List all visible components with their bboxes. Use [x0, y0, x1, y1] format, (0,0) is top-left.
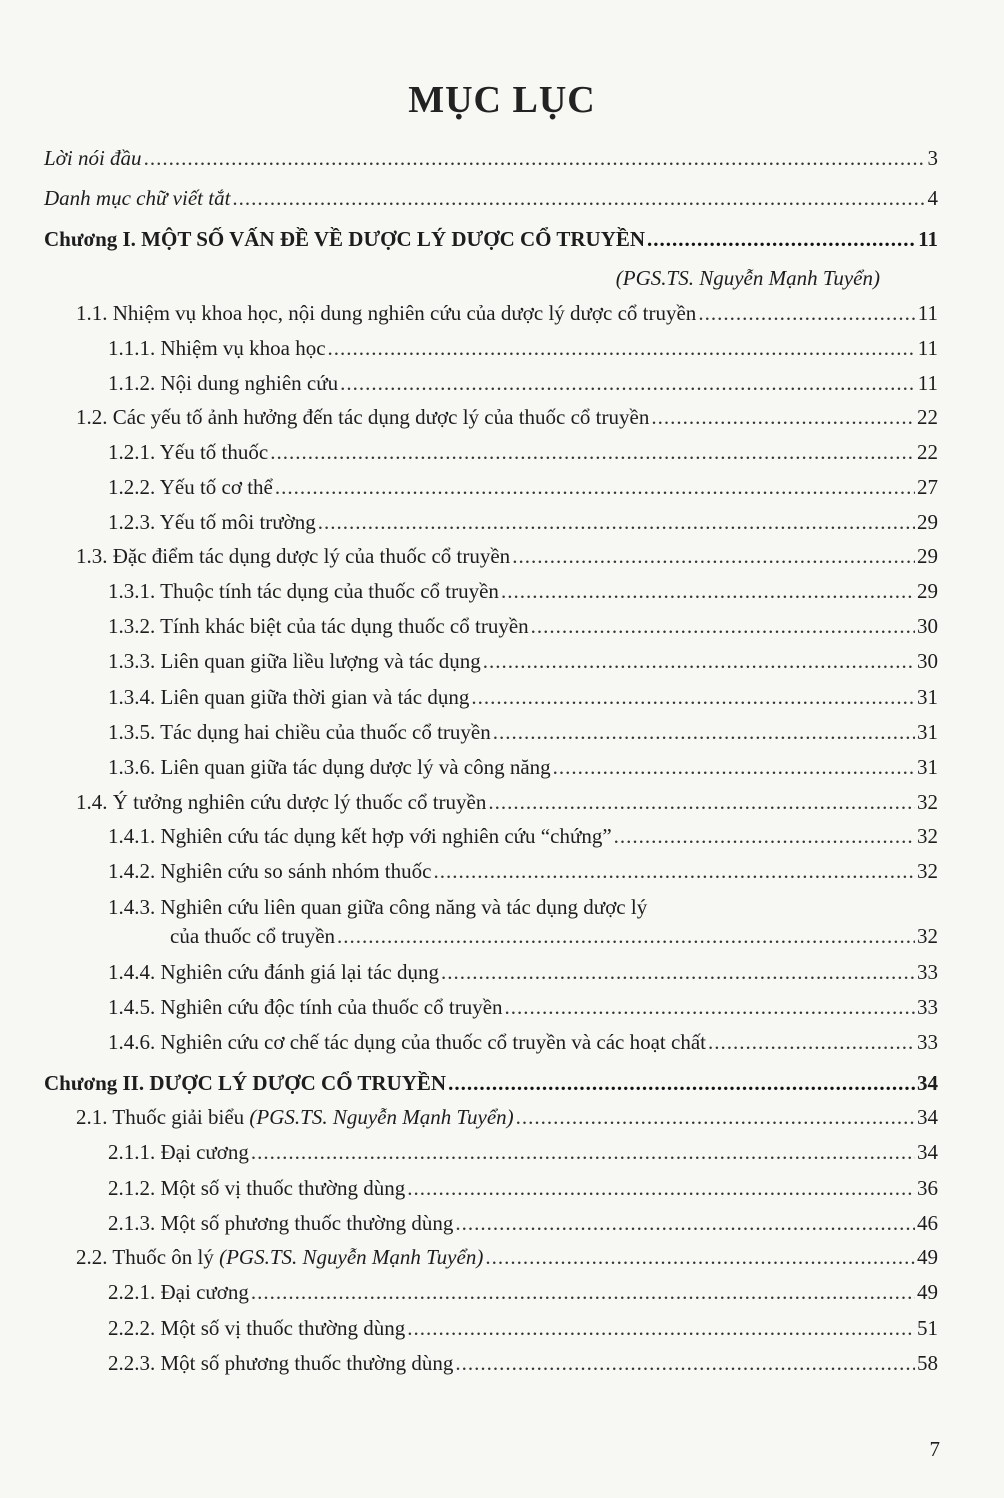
toc-entry-1-1-2[interactable]: 1.1.2. Nội dung nghiên cứu ..... 11 [108, 370, 938, 396]
toc-entry-2-1-1[interactable]: 2.1.1. Đại cương ..... 34 [108, 1139, 938, 1165]
toc-entry-1-4-4[interactable]: 1.4.4. Nghiên cứu đánh giá lại tác dụng ..... 33 [108, 959, 938, 985]
toc-entry-foreword[interactable]: Lời nói đầu ..... 3 [44, 145, 938, 171]
toc-entry-1-2[interactable]: 1.2. Các yếu tố ảnh hưởng đến tác dụng dược lý của thuốc cổ truyền ..... 22 [76, 404, 938, 430]
toc-entry-2-2-2[interactable]: 2.2.2. Một số vị thuốc thường dùng ..... 51 [108, 1315, 938, 1341]
toc-entry-1-4-2[interactable]: 1.4.2. Nghiên cứu so sánh nhóm thuốc ..... 32 [108, 858, 938, 884]
toc-entry-1-2-2[interactable]: 1.2.2. Yếu tố cơ thể ..... 27 [108, 474, 938, 500]
toc-entry-1-3-4[interactable]: 1.3.4. Liên quan giữa thời gian và tác dụng ..... 31 [108, 684, 938, 710]
toc-chapter-1[interactable]: Chương I. MỘT SỐ VẤN ĐỀ VỀ DƯỢC LÝ DƯỢC CỔ TRUYỀN ..... 11 [44, 226, 938, 252]
chapter-1-author: (PGS.TS. Nguyễn Mạnh Tuyển) [615, 266, 880, 290]
toc-entry-1-3-3[interactable]: 1.3.3. Liên quan giữa liều lượng và tác dụng ..... 30 [108, 648, 938, 674]
toc-entry-1-2-3[interactable]: 1.2.3. Yếu tố môi trường ..... 29 [108, 509, 938, 535]
toc-entry-2-1-2[interactable]: 2.1.2. Một số vị thuốc thường dùng ..... 36 [108, 1175, 938, 1201]
toc-entry-2-2-1[interactable]: 2.2.1. Đại cương ..... 49 [108, 1279, 938, 1305]
toc-entry-1-4-3[interactable]: của thuốc cổ truyền ..... 32 [170, 923, 938, 949]
toc-entry-1-2-1[interactable]: 1.2.1. Yếu tố thuốc ..... 22 [108, 439, 938, 465]
section-2-1-author: (PGS.TS. Nguyễn Mạnh Tuyển) [249, 1105, 514, 1129]
toc-entry-1-3-6[interactable]: 1.3.6. Liên quan giữa tác dụng dược lý và công năng ..... 31 [108, 754, 938, 780]
page-title: MỤC LỤC [408, 79, 596, 121]
toc-entry-1-3-2[interactable]: 1.3.2. Tính khác biệt của tác dụng thuốc cổ truyền ..... 30 [108, 613, 938, 639]
toc-entry-abbreviations[interactable]: Danh mục chữ viết tắt ..... 4 [44, 185, 938, 211]
section-2-2-author: (PGS.TS. Nguyễn Mạnh Tuyển) [219, 1245, 484, 1269]
toc-entry-2-2-3[interactable]: 2.2.3. Một số phương thuốc thường dùng ..... 58 [108, 1350, 938, 1376]
toc-entry-1-4-1[interactable]: 1.4.1. Nghiên cứu tác dụng kết hợp với nghiên cứu “chứng” ..... 32 [108, 823, 938, 849]
toc-entry-2-1-3[interactable]: 2.1.3. Một số phương thuốc thường dùng ..... 46 [108, 1210, 938, 1236]
toc-entry-1-3[interactable]: 1.3. Đặc điểm tác dụng dược lý của thuốc cổ truyền ..... 29 [76, 543, 938, 569]
toc-entry-1-1-1[interactable]: 1.1.1. Nhiệm vụ khoa học ..... 11 [108, 335, 938, 361]
toc-entry-1-3-5[interactable]: 1.3.5. Tác dụng hai chiều của thuốc cổ truyền ..... 31 [108, 719, 938, 745]
toc-entry-1-4-3-line1[interactable]: 1.4.3. Nghiên cứu liên quan giữa công năng và tác dụng dược lý [108, 895, 648, 919]
toc-entry-1-1[interactable]: 1.1. Nhiệm vụ khoa học, nội dung nghiên cứu của dược lý dược cổ truyền ..... 11 [76, 300, 938, 326]
toc-entry-2-1[interactable]: 2.1. Thuốc giải biểu (PGS.TS. Nguyễn Mạnh Tuyển) ..... 34 [76, 1104, 938, 1130]
toc-entry-1-4-5[interactable]: 1.4.5. Nghiên cứu độc tính của thuốc cổ truyền ..... 33 [108, 994, 938, 1020]
page-number: 7 [929, 1437, 940, 1461]
toc-chapter-2[interactable]: Chương II. DƯỢC LÝ DƯỢC CỔ TRUYỀN ..... 34 [44, 1070, 938, 1096]
toc-entry-1-3-1[interactable]: 1.3.1. Thuộc tính tác dụng của thuốc cổ truyền ..... 29 [108, 578, 938, 604]
toc-entry-1-4[interactable]: 1.4. Ý tưởng nghiên cứu dược lý thuốc cổ truyền ..... 32 [76, 789, 938, 815]
toc-entry-1-4-6[interactable]: 1.4.6. Nghiên cứu cơ chế tác dụng của thuốc cổ truyền và các hoạt chất ..... 33 [108, 1029, 938, 1055]
toc-entry-2-2[interactable]: 2.2. Thuốc ôn lý (PGS.TS. Nguyễn Mạnh Tuyển) ..... 49 [76, 1244, 938, 1270]
